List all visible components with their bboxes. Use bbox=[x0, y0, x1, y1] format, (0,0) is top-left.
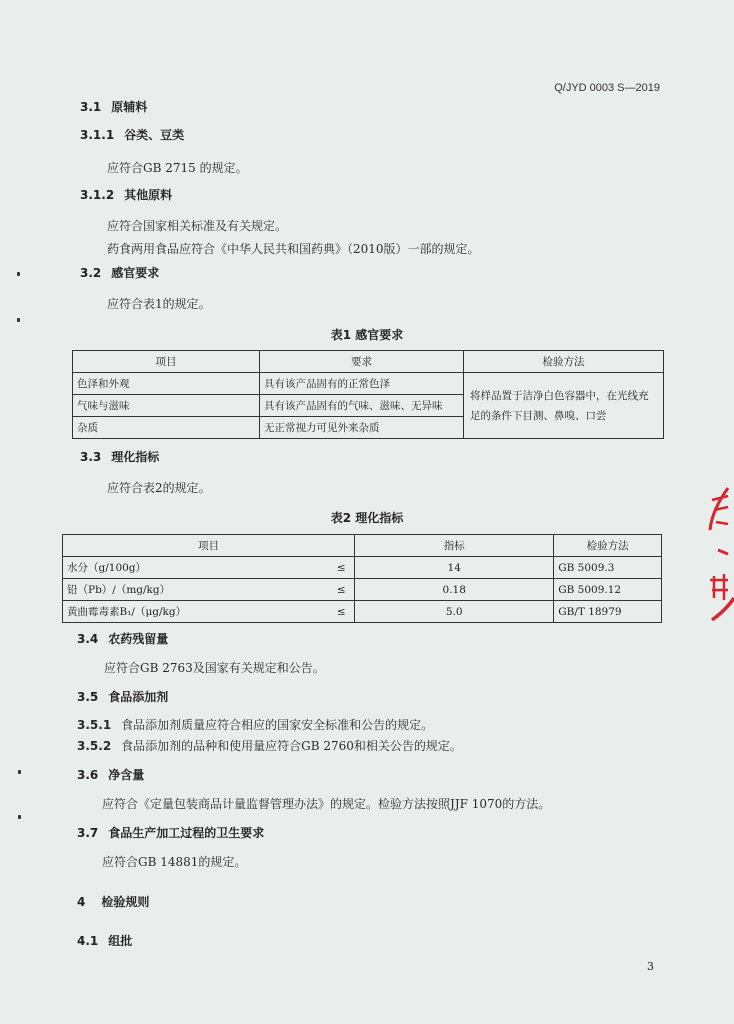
table1-caption: 表1 感官要求 bbox=[330, 328, 404, 342]
seal-stamp-icon bbox=[698, 480, 734, 630]
cell-item: 色泽和外观 bbox=[73, 373, 260, 395]
section-title: 检验规则 bbox=[101, 895, 150, 909]
heading-3-1-2 bbox=[80, 186, 172, 203]
paragraph-3-1-2-a: 应符合国家相关标准及有关规定。 bbox=[107, 219, 288, 233]
heading-3-1-1 bbox=[80, 126, 184, 143]
section-title: 食品添加剂 bbox=[108, 690, 169, 704]
section-number: 3.6 bbox=[77, 768, 99, 782]
section-title: 食品生产加工过程的卫生要求 bbox=[108, 826, 265, 840]
section-title: 净含量 bbox=[108, 768, 145, 782]
table2-caption: 表2 理化指标 bbox=[330, 511, 404, 525]
cell-method: 将样品置于洁净白色容器中，在光线充足的条件下目测、鼻嗅、口尝 bbox=[464, 373, 664, 439]
section-number: 3.1 bbox=[80, 100, 102, 114]
heading-3-6 bbox=[77, 766, 144, 783]
cell-method: GB 5009.3 bbox=[554, 557, 662, 579]
table-row bbox=[73, 373, 664, 395]
section-title: 组批 bbox=[108, 934, 133, 948]
section-number: 3.1.2 bbox=[80, 188, 115, 202]
header-requirement: 要求 bbox=[260, 351, 464, 373]
heading-3-5 bbox=[77, 688, 168, 705]
cell-requirement: 无正常视力可见外来杂质 bbox=[260, 417, 464, 439]
cell-value: 5.0 bbox=[355, 601, 554, 623]
scan-mark bbox=[18, 815, 21, 819]
cell-item: 气味与滋味 bbox=[73, 395, 260, 417]
section-number: 3.5.1 bbox=[77, 718, 112, 732]
paragraph-3-7: 应符合GB 14881的规定。 bbox=[102, 855, 247, 869]
table-sensory bbox=[72, 350, 664, 439]
scan-mark bbox=[17, 272, 20, 276]
paragraph-3-1-2-b: 药食两用食品应符合《中华人民共和国药典》（2010版）一部的规定。 bbox=[107, 242, 480, 256]
table-physicochemical bbox=[62, 534, 662, 623]
header-item: 项目 bbox=[63, 535, 355, 557]
cell-item: 杂质 bbox=[73, 417, 260, 439]
standard-code: Q/JYD 0003 S—2019 bbox=[554, 82, 660, 94]
page-number: 3 bbox=[647, 960, 654, 973]
table-row bbox=[63, 557, 662, 579]
paragraph-text: 食品添加剂质量应符合相应的国家安全标准和公告的规定。 bbox=[121, 718, 434, 732]
cell-operator: ≤ bbox=[328, 601, 355, 623]
cell-item: 铅（Pb）/（mg/kg） bbox=[63, 579, 329, 601]
section-title: 理化指标 bbox=[111, 450, 160, 464]
cell-value: 14 bbox=[355, 557, 554, 579]
cell-operator: ≤ bbox=[328, 557, 355, 579]
paragraph-3-2: 应符合表1的规定。 bbox=[107, 297, 211, 311]
cell-method: GB/T 18979 bbox=[554, 601, 662, 623]
section-number: 3.2 bbox=[80, 266, 102, 280]
section-number: 3.5.2 bbox=[77, 739, 112, 753]
section-number: 3.4 bbox=[77, 632, 99, 646]
section-title: 其他原料 bbox=[124, 188, 173, 202]
section-title: 感官要求 bbox=[111, 266, 160, 280]
header-method: 检验方法 bbox=[554, 535, 662, 557]
heading-4 bbox=[77, 893, 149, 910]
paragraph-3-5-1 bbox=[77, 716, 433, 733]
paragraph-3-5-2 bbox=[77, 737, 462, 754]
heading-3-2 bbox=[80, 264, 159, 281]
paragraph-3-3: 应符合表2的规定。 bbox=[107, 481, 211, 495]
section-number: 3.7 bbox=[77, 826, 99, 840]
section-number: 4.1 bbox=[77, 934, 99, 948]
cell-item: 黄曲霉毒素B₁/（μg/kg） bbox=[63, 601, 329, 623]
cell-requirement: 具有该产品固有的气味、滋味、无异味 bbox=[260, 395, 464, 417]
header-index: 指标 bbox=[355, 535, 554, 557]
scan-mark bbox=[18, 770, 21, 774]
cell-operator: ≤ bbox=[328, 579, 355, 601]
table-row bbox=[63, 579, 662, 601]
heading-3-3 bbox=[80, 448, 159, 465]
table-header-row bbox=[63, 535, 662, 557]
heading-3-4 bbox=[77, 630, 168, 647]
cell-item: 水分（g/100g） bbox=[63, 557, 329, 579]
section-title: 农药残留量 bbox=[108, 632, 169, 646]
heading-3-7 bbox=[77, 824, 264, 841]
section-title: 谷类、豆类 bbox=[124, 128, 185, 142]
paragraph-3-4: 应符合GB 2763及国家有关规定和公告。 bbox=[104, 661, 325, 675]
paragraph-text: 食品添加剂的品种和使用量应符合GB 2760和相关公告的规定。 bbox=[121, 739, 462, 753]
paragraph-3-6: 应符合《定量包装商品计量监督管理办法》的规定。检验方法按照JJF 1070的方法。 bbox=[102, 797, 551, 811]
section-number: 3.5 bbox=[77, 690, 99, 704]
cell-requirement: 具有该产品固有的正常色泽 bbox=[260, 373, 464, 395]
scan-mark bbox=[17, 318, 20, 322]
paragraph-3-1-1: 应符合GB 2715 的规定。 bbox=[107, 161, 248, 175]
header-method: 检验方法 bbox=[464, 351, 664, 373]
heading-3-1 bbox=[80, 98, 147, 115]
section-title: 原辅料 bbox=[111, 100, 148, 114]
table-row bbox=[63, 601, 662, 623]
section-number: 3.3 bbox=[80, 450, 102, 464]
heading-4-1 bbox=[77, 932, 132, 949]
section-number: 4 bbox=[77, 895, 86, 909]
header-item: 项目 bbox=[73, 351, 260, 373]
cell-value: 0.18 bbox=[355, 579, 554, 601]
cell-method: GB 5009.12 bbox=[554, 579, 662, 601]
table-header-row bbox=[73, 351, 664, 373]
section-number: 3.1.1 bbox=[80, 128, 115, 142]
